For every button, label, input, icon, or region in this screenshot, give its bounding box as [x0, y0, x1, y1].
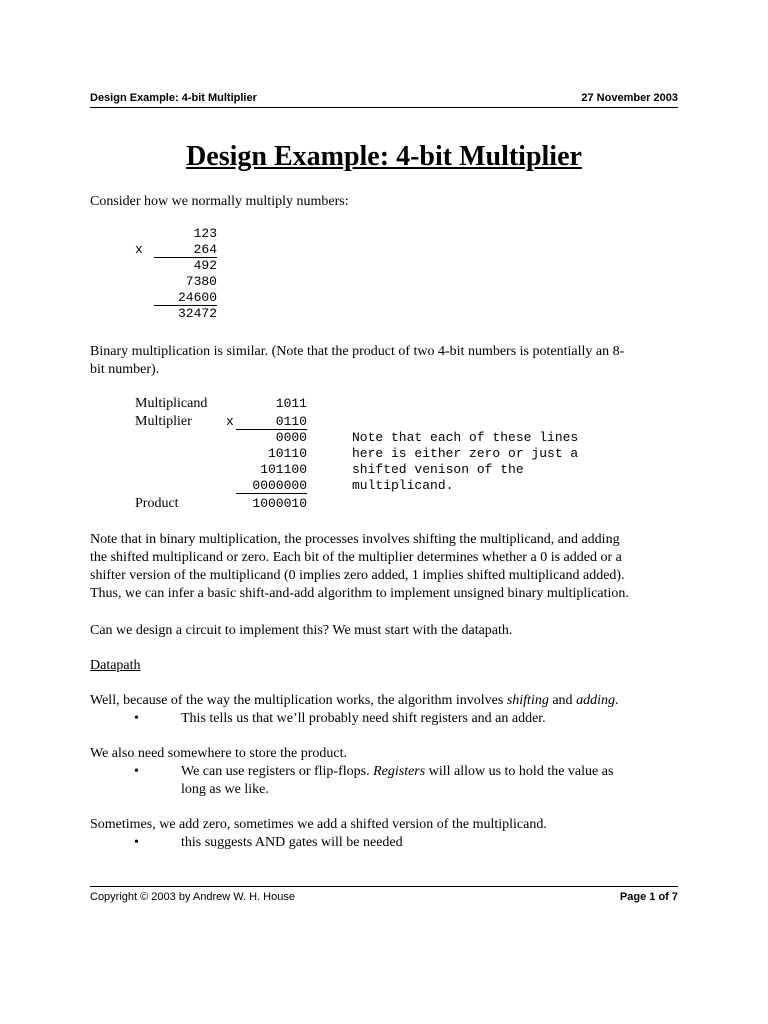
binary-product: 1000010	[252, 496, 307, 511]
decimal-operator: x	[135, 242, 143, 257]
binary-operator: x	[226, 414, 234, 429]
note-line-4: multiplicand.	[352, 478, 454, 493]
decimal-multiplier: 264	[193, 242, 217, 257]
running-header-title: Design Example: 4-bit Multiplier	[90, 92, 257, 104]
footer-copyright: Copyright © 2003 by Andrew W. H. House	[90, 891, 295, 903]
decimal-partial-1: 492	[193, 258, 217, 273]
decimal-partial-3: 24600	[177, 290, 217, 305]
bullet-2-marker: •	[134, 764, 139, 779]
well-emphasis-shifting: shifting	[506, 693, 549, 708]
bullet-2-text-line-2: long as we like.	[181, 782, 269, 797]
datapath-heading: Datapath	[90, 658, 141, 673]
well-paragraph	[90, 692, 680, 710]
shift-paragraph-line-3: shifter version of the multiplicand (0 implies zero added, 1 implies shifted multiplicand added).	[90, 568, 625, 583]
binary-partial-4: 0000000	[252, 478, 307, 493]
binary-multiplier: 0110	[275, 414, 307, 429]
sometimes-paragraph: Sometimes, we add zero, sometimes we add a shifted version of the multiplicand.	[90, 817, 547, 832]
product-label: Product	[135, 496, 179, 511]
bullet-2-text	[181, 763, 681, 781]
decimal-result: 32472	[177, 306, 217, 321]
well-text-1: Well, because of the way the multiplication works, the algorithm involves	[90, 693, 507, 708]
binary-partial-3: 101100	[260, 462, 307, 477]
shift-paragraph-line-2: the shifted multiplicand or zero. Each bit of the multiplier determines whether a 0 is added or a	[90, 550, 622, 565]
bullet-2-emphasis: Registers	[373, 764, 426, 779]
binary-intro-line-2: bit number).	[90, 362, 160, 377]
intro-paragraph: Consider how we normally multiply numbers:	[90, 194, 349, 209]
shift-paragraph-line-4: Thus, we can infer a basic shift-and-add algorithm to implement unsigned binary multiplication.	[90, 586, 629, 601]
multiplier-label: Multiplier	[135, 414, 192, 429]
bullet-3-text: this suggests AND gates will be needed	[181, 835, 403, 850]
page-title: Design Example: 4-bit Multiplier	[186, 141, 582, 172]
shift-paragraph-line-1: Note that in binary multiplication, the processes involves shifting the multiplicand, and adding	[90, 532, 620, 547]
well-emphasis-adding: adding	[576, 693, 615, 708]
well-text-3: .	[614, 693, 619, 708]
bullet-2-text-1: We can use registers or flip-flops.	[181, 764, 374, 779]
running-header-date: 27 November 2003	[581, 92, 678, 104]
multiplicand-label: Multiplicand	[135, 396, 208, 411]
binary-partial-2: 10110	[267, 446, 307, 461]
header-rule	[90, 107, 678, 108]
binary-partial-1: 0000	[275, 430, 307, 445]
footer-rule	[90, 886, 678, 887]
note-line-2: here is either zero or just a	[352, 446, 579, 461]
bullet-1-marker: •	[134, 711, 139, 726]
circuit-paragraph: Can we design a circuit to implement this? We must start with the datapath.	[90, 623, 513, 638]
binary-intro-line-1: Binary multiplication is similar. (Note that the product of two 4-bit numbers is potentially an 8-	[90, 344, 625, 359]
note-line-3: shifted venison of the	[352, 462, 524, 477]
bullet-1-text: This tells us that we’ll probably need shift registers and an adder.	[181, 711, 546, 726]
store-paragraph: We also need somewhere to store the product.	[90, 746, 348, 761]
well-text-2: and	[548, 693, 577, 708]
decimal-partial-2: 7380	[185, 274, 217, 289]
note-line-1: Note that each of these lines	[352, 430, 579, 445]
footer-page-number: Page 1 of 7	[619, 891, 678, 903]
bullet-3-marker: •	[134, 835, 139, 850]
binary-rule-2	[236, 493, 307, 494]
decimal-multiplicand: 123	[193, 226, 217, 241]
binary-multiplicand: 1011	[275, 396, 307, 411]
bullet-2-text-2: will allow us to hold the value as	[425, 764, 614, 779]
